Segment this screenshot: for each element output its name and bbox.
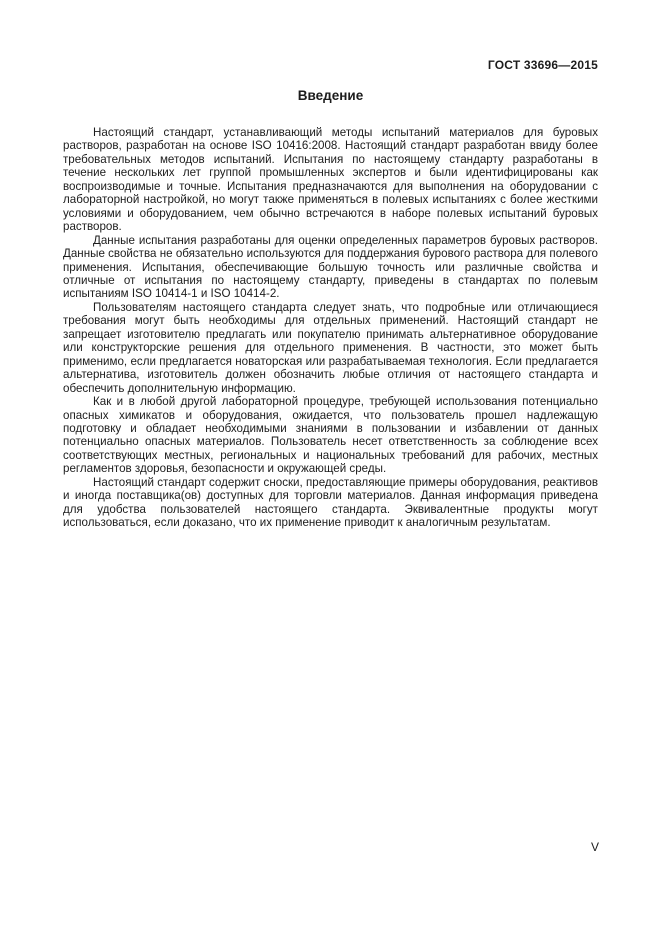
paragraph: Пользователям настоящего стандарта следует знать, что подробные или отличающиеся требования могут быть необходимы для отдельных применений. Настоящий стандарт не запрещает изготовителю предлагать или покупателю принимать альтернативное оборудование или конструкторские решения для отдельного применения. В частности, это может быть применимо, если предлагается новаторская или разрабатываемая технология. Если предлагается альтернатива, изготовитель должен обозначить любые отличия от настоящего стандарта и обеспечить дополнительную информацию. [63,300,598,395]
page-title: Введение [297,88,364,103]
paragraph: Настоящий стандарт содержит сноски, предоставляющие примеры оборудования, реактивов и иногда поставщика(ов) доступных для торговли материалов. Данная информация приведена для удобства пользователей настоящего стандарта. Эквивалентные продукты могут использоваться, если доказано, что их применение приводит к аналогичным результатам. [63,475,598,530]
introduction-text [63,126,598,530]
page-number: V [590,840,599,854]
document-code-header: ГОСТ 33696—2015 [487,58,598,72]
paragraph: Как и в любой другой лабораторной процедуре, требующей использования потенциально опасных химикатов и оборудования, ожидается, что пользователь прошел надлежащую подготовку и обладает необходимыми знаниями в пользовании и избавлении от данных потенциально опасных материалов. Пользователь несет ответственность за соблюдение всех соответствующих местных, региональных и национальных требований для рабочих, местных регламентов здоровья, безопасности и окружающей среды. [63,395,598,476]
paragraph: Настоящий стандарт, устанавливающий методы испытаний материалов для буровых растворов, разработан на основе ISO 10416:2008. Настоящий стандарт разработан ввиду более требовательных методов испытаний. Испытания по настоящему стандарту разработаны в течение нескольких лет группой промышленных экспертов и были идентифицированы как воспроизводимые и точные. Испытания предназначаются для выполнения на оборудовании с лабораторной настройкой, но могут также применяться в полевых испытаниях с более жесткими условиями и оборудованием, чем обычно встречаются в наборе полевых испытаний буровых растворов. [63,126,598,234]
paragraph: Данные испытания разработаны для оценки определенных параметров буровых растворов. Данные свойства не обязательно используются для поддержания бурового раствора для полевого применения. Испытания, обеспечивающие большую точность или различные свойства и отличные от испытания по настоящему стандарту, приведены в стандартах по полевым испытаниям ISO 10414-1 и ISO 10414-2. [63,233,598,301]
